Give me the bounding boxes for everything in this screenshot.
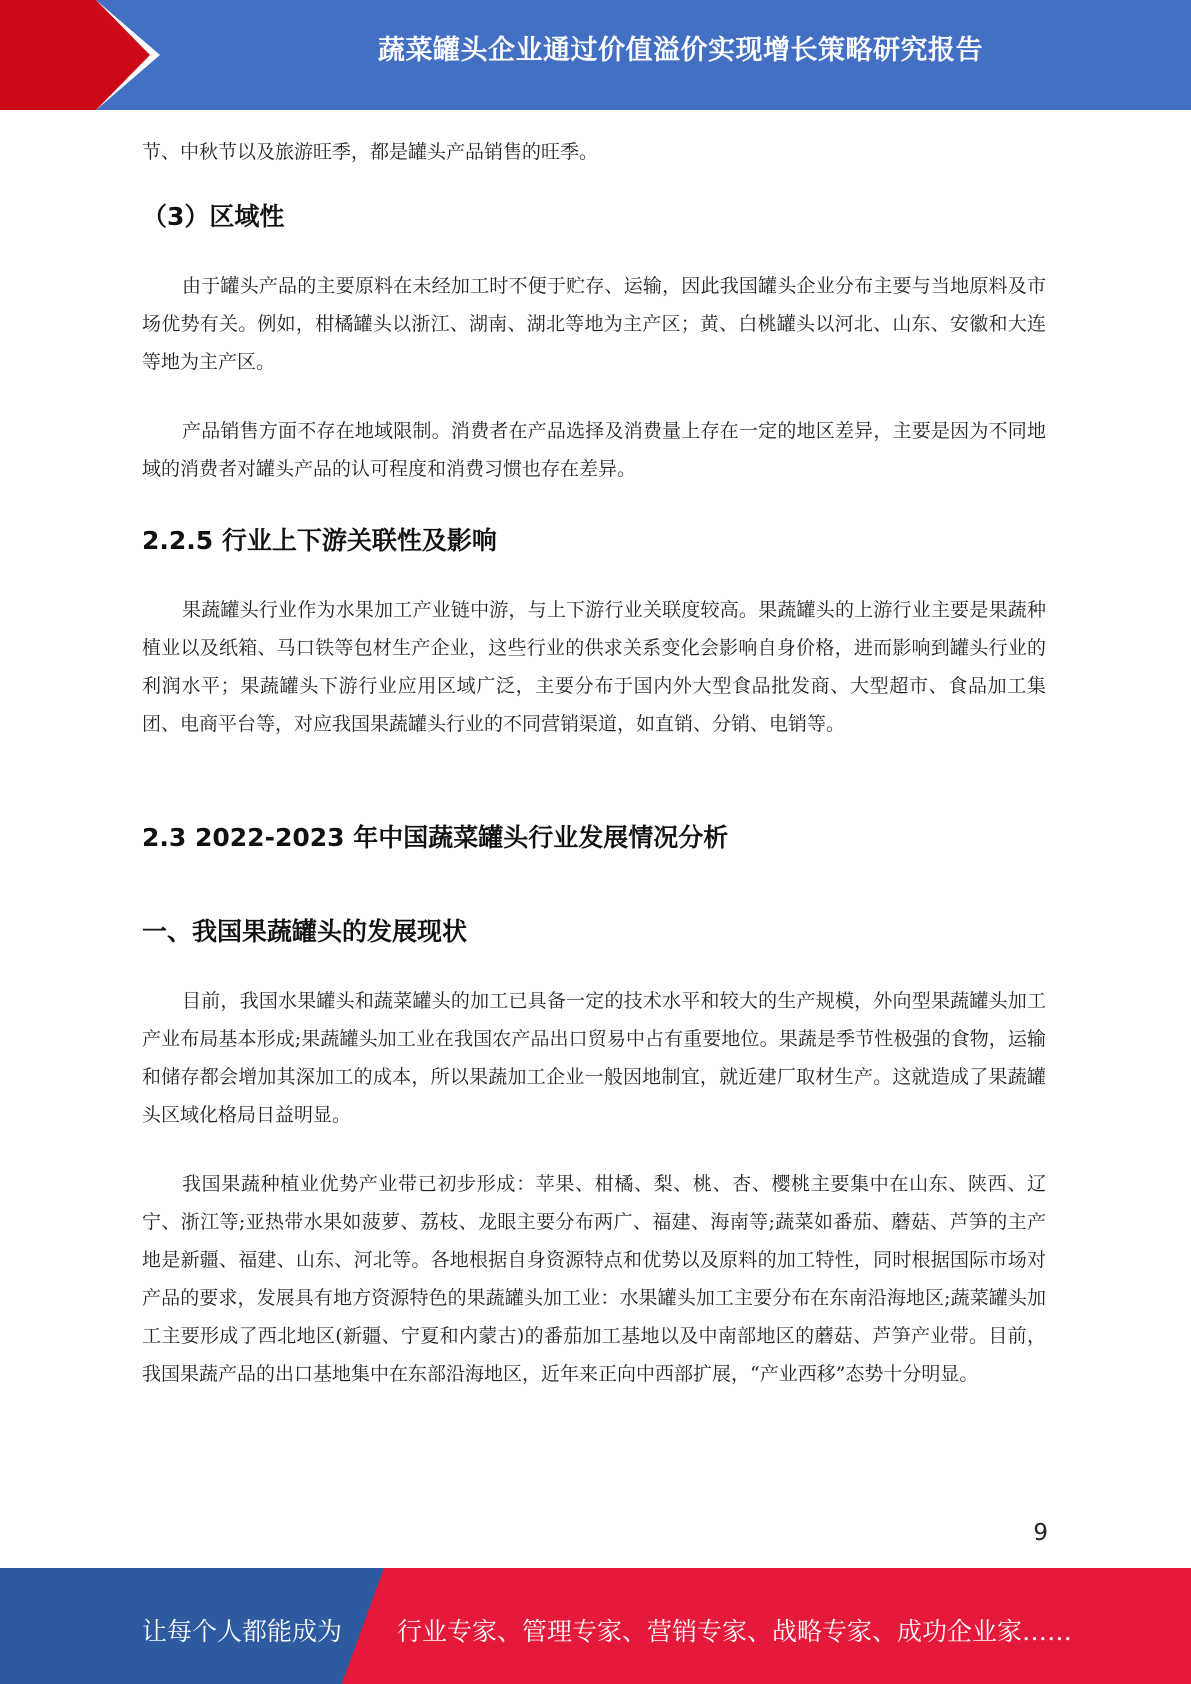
header-red-arrow xyxy=(0,0,150,110)
paragraph-continuation: 节、中秋节以及旅游旺季，都是罐头产品销售的旺季。 xyxy=(142,141,599,163)
paragraph-upstream-downstream: 果蔬罐头行业作为水果加工产业链中游，与上下游行业关联度较高。果蔬罐头的上游行业主要是果蔬种植业以及纸箱、马口铁等包材生产企业，这些行业的供求关系变化会影响自身价格，进而影响到罐头行业的利润水平；果蔬罐头下游行业应用区域广泛，主要分布于国内外大型食品批发商、大型超市、食品加工集团、电商平台等，对应我国果蔬罐头行业的不同营销渠道，如直销、分销、电销等。 xyxy=(142,599,1046,735)
heading-development-status: 一、我国果蔬罐头的发展现状 xyxy=(142,917,468,946)
heading-regional: （3）区域性 xyxy=(142,202,285,231)
paragraph-regional-2: 产品销售方面不存在地域限制。消费者在产品选择及消费量上存在一定的地区差异，主要是因为不同地域的消费者对罐头产品的认可程度和消费习惯也存在差异。 xyxy=(142,420,1046,480)
footer-slogan-left: 让每个人都能成为 xyxy=(142,1617,343,1646)
page-footer xyxy=(0,1568,1191,1684)
heading-2-3: 2.3 2022-2023 年中国蔬菜罐头行业发展情况分析 xyxy=(142,823,729,852)
page-content xyxy=(142,133,1046,1393)
page-header xyxy=(0,0,1191,110)
footer-slogan-right: 行业专家、管理专家、营销专家、战略专家、成功企业家…… xyxy=(397,1617,1073,1646)
report-title: 蔬菜罐头企业通过价值溢价实现增长策略研究报告 xyxy=(378,35,983,66)
page-number: 9 xyxy=(1033,1520,1048,1546)
paragraph-regional-1: 由于罐头产品的主要原料在未经加工时不便于贮存、运输，因此我国罐头企业分布主要与当地原料及市场优势有关。例如，柑橘罐头以浙江、湖南、湖北等地为主产区；黄、白桃罐头以河北、山东、安徽和大连等地为主产区。 xyxy=(142,275,1046,373)
paragraph-status-2: 我国果蔬种植业优势产业带已初步形成：苹果、柑橘、梨、桃、杏、樱桃主要集中在山东、陕西、辽宁、浙江等;亚热带水果如菠萝、荔枝、龙眼主要分布两广、福建、海南等;蔬菜如番茄、蘑菇、芦笋的主产地是新疆、福建、山东、河北等。各地根据自身资源特点和优势以及原料的加工特性，同时根据国际市场对产品的要求，发展具有地方资源特色的果蔬罐头加工业：水果罐头加工主要分布在东南沿海地区;蔬菜罐头加工主要形成了西北地区(新疆、宁夏和内蒙古)的番茄加工基地以及中南部地区的蘑菇、芦笋产业带。目前，我国果蔬产品的出口基地集中在东部沿海地区，近年来正向中西部扩展，“产业西移”态势十分明显。 xyxy=(142,1173,1046,1385)
heading-2-2-5: 2.2.5 行业上下游关联性及影响 xyxy=(142,526,497,555)
paragraph-status-1: 目前，我国水果罐头和蔬菜罐头的加工已具备一定的技术水平和较大的生产规模，外向型果蔬罐头加工产业布局基本形成;果蔬罐头加工业在我国农产品出口贸易中占有重要地位。果蔬是季节性极强的食物，运输和储存都会增加其深加工的成本，所以果蔬加工企业一般因地制宜，就近建厂取材生产。这就造成了果蔬罐头区域化格局日益明显。 xyxy=(142,990,1046,1126)
